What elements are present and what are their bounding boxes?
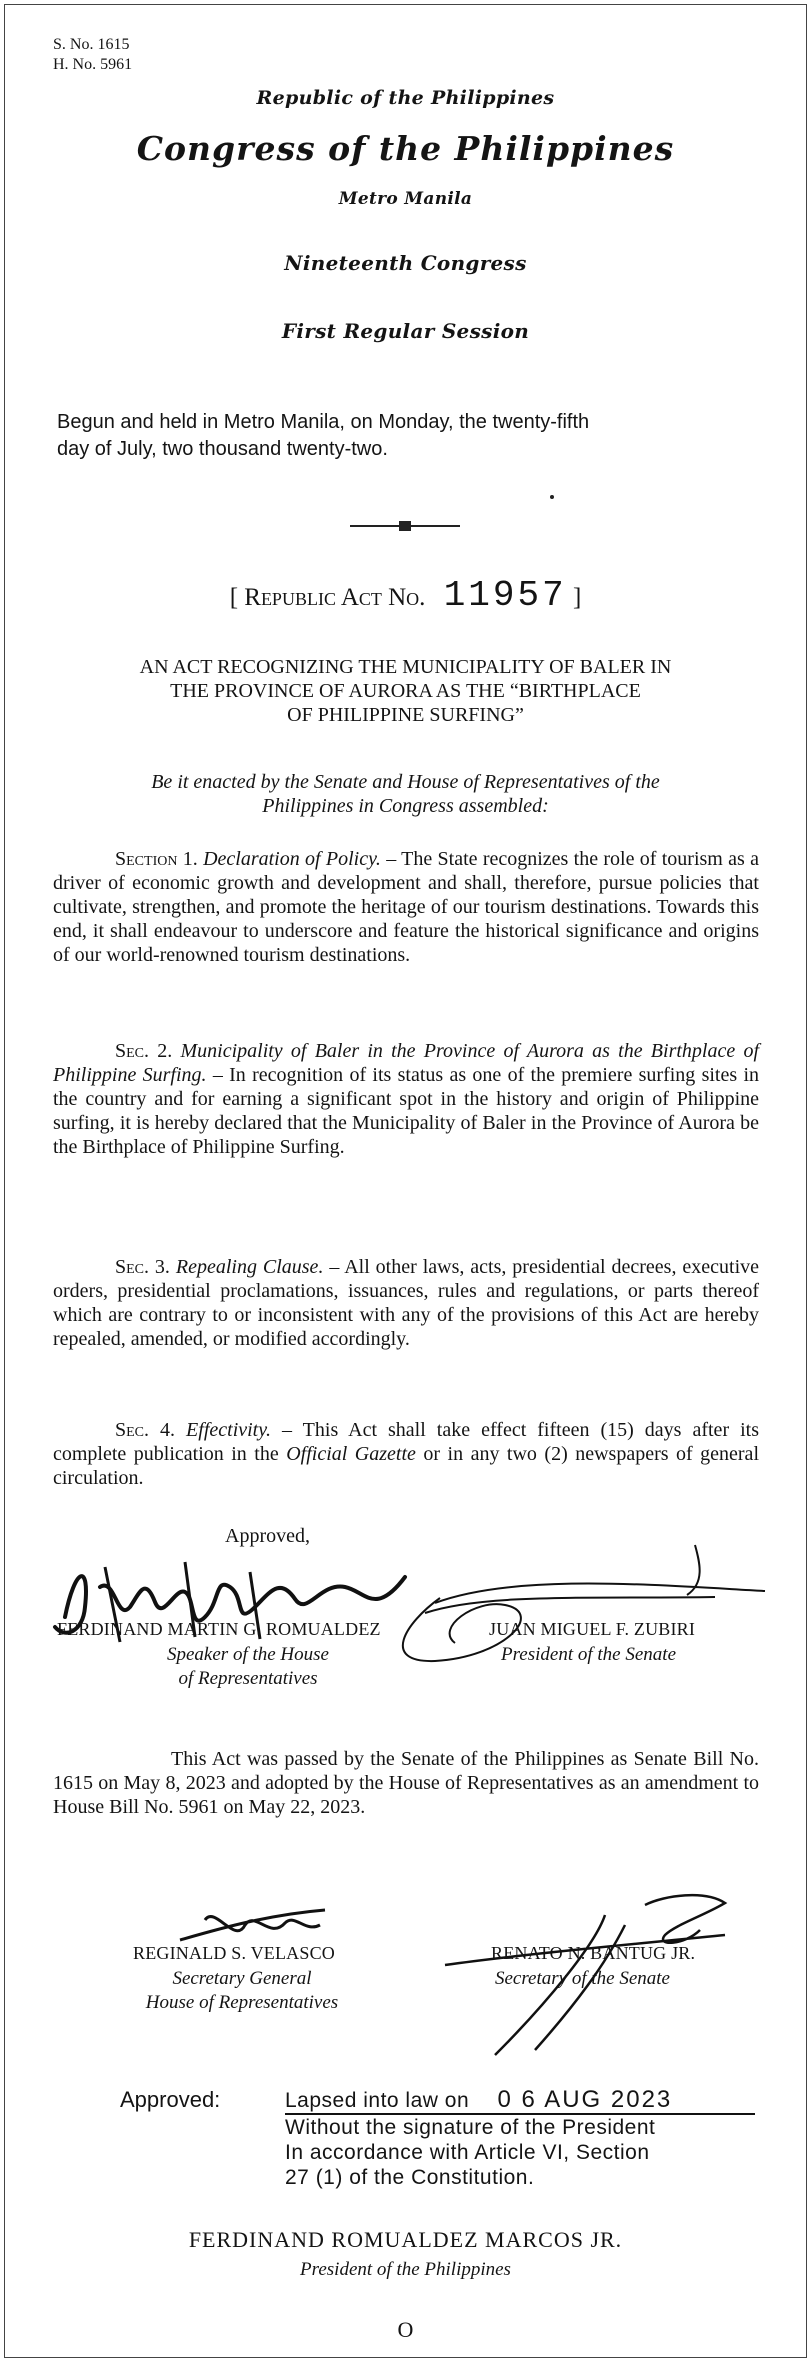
section-4-text-before: – This Act shall take effect fifteen (15) days after its complete publication in the — [53, 1419, 760, 1465]
republic-act-label: [ Republic Act No. — [229, 584, 426, 611]
section-1-heading: Declaration of Policy. — [203, 848, 381, 870]
final-approved-label: Approved: — [120, 2087, 221, 2112]
section-3 — [53, 1255, 759, 1351]
stamp-date: 0 6 AUG 2023 — [497, 2086, 673, 2113]
speaker-title — [113, 1643, 383, 1691]
footer-mark: O — [397, 2317, 414, 2342]
section-1-text: – The State recognizes the role of tourism as a driver of economic growth and development and shall, therefore, pursue policies that cultivate, strengthen, and promote the heritage of our tourism destinations. Towards this end, it shall endeavour to underscore and feature the historical significance and origins of our world-renowned tourism destinations. — [53, 848, 760, 966]
divider-ornament — [350, 519, 460, 533]
secretary-general-name: REGINALD S. VELASCO — [133, 1943, 335, 1963]
section-2-text: – In recognition of its status as one of the premiere surfing sites in the country and for earning a significant spot in the history and origin of Philippine surfing, it is hereby declared that the Municipality of Baler in the Province of Aurora be the Birthplace of Philippine Surfing. — [53, 1064, 759, 1158]
act-title — [5, 655, 806, 727]
section-4-heading: Effectivity. — [186, 1419, 272, 1441]
secretary-general-title-line-2: House of Representatives — [145, 1992, 339, 2013]
senate-bill-number: S. No. 1615 — [53, 36, 130, 53]
section-3-heading: Repealing Clause. — [175, 1256, 324, 1278]
section-4 — [53, 1418, 759, 1490]
president-title: President of the Philippines — [300, 2259, 511, 2280]
section-2-heading: Municipality of Baler in the Province of Aurora as the Birthplace of Philippine Surfing. — [53, 1040, 760, 1086]
begun-line-2: day of July, two thousand twenty-two. — [57, 438, 388, 460]
enacting-clause-line-1: Be it enacted by the Senate and House of Representatives of the — [151, 771, 660, 793]
bill-numbers — [53, 35, 132, 75]
section-3-label: Sec. 3. — [115, 1256, 170, 1278]
section-1 — [53, 847, 759, 967]
act-title-line-2: THE PROVINCE OF AURORA AS THE “BIRTHPLACE — [170, 680, 641, 702]
senate-secretary-name: RENATO N. BANTUG JR. — [491, 1943, 696, 1963]
speaker-name: FERDINAND MARTIN G. ROMUALDEZ — [57, 1619, 381, 1639]
stamp-prefix: Lapsed into law on — [285, 2089, 470, 2112]
act-title-line-3: OF PHILIPPINE SURFING” — [287, 704, 524, 726]
approved-label: Approved, — [225, 1525, 310, 1547]
republic-act-bracket: ] — [572, 584, 582, 611]
location-heading: Metro Manila — [338, 189, 473, 209]
speaker-title-line-2: of Representatives — [178, 1668, 318, 1689]
stamp-line-4: 27 (1) of the Constitution. — [285, 2166, 535, 2189]
republic-act-number-line — [5, 575, 806, 616]
section-4-official-gazette: Official Gazette — [286, 1443, 416, 1465]
senate-president-title: President of the Senate — [501, 1644, 676, 1665]
document-page — [4, 4, 807, 2358]
secretary-general-title — [97, 1967, 387, 2015]
passage-note-text: This Act was passed by the Senate of the Philippines as Senate Bill No. 1615 on May 8, 2023 and adopted by the House of Representatives as an amendment to House Bill No. 5961 on May 22, 2023. — [53, 1748, 759, 1818]
stamp-line-3: In accordance with Article VI, Section — [285, 2141, 650, 2164]
session-heading: First Regular Session — [281, 319, 530, 343]
enacting-clause — [5, 770, 806, 818]
ink-speck — [550, 495, 554, 499]
begun-line-1: Begun and held in Metro Manila, on Monday, the twenty-fifth — [57, 411, 590, 433]
begun-statement — [57, 409, 777, 463]
republic-heading: Republic of the Philippines — [256, 87, 555, 109]
republic-act-number: 11957 — [443, 575, 567, 616]
section-4-text-after: or in any two (2) newspapers of general circulation. — [53, 1443, 759, 1489]
section-2 — [53, 1039, 759, 1159]
congress-heading: Congress of the Philippines — [136, 129, 675, 168]
president-name: FERDINAND ROMUALDEZ MARCOS JR. — [188, 2227, 623, 2252]
enacting-clause-line-2: Philippines in Congress assembled: — [262, 795, 549, 817]
senate-president-name: JUAN MIGUEL F. ZUBIRI — [489, 1619, 696, 1639]
stamp-line-1 — [285, 2087, 755, 2115]
senate-secretary-title: Secretary of the Senate — [495, 1968, 670, 1989]
lapsed-into-law-stamp — [285, 2087, 785, 2190]
section-2-label: Sec. 2. — [115, 1040, 173, 1062]
house-bill-number: H. No. 5961 — [53, 56, 133, 73]
section-3-text: – All other laws, acts, presidential decrees, executive orders, presidential proclamations, issuances, rules and regulations, or parts thereof which are contrary to or inconsistent with any of the provisions of this Act are hereby repealed, amended, or modified accordingly. — [53, 1256, 760, 1350]
section-4-label: Sec. 4. — [115, 1419, 176, 1441]
speaker-title-line-1: Speaker of the House — [167, 1644, 329, 1665]
congress-number-heading: Nineteenth Congress — [284, 251, 527, 275]
stamp-line-2: Without the signature of the President — [285, 2116, 656, 2139]
act-title-line-1: AN ACT RECOGNIZING THE MUNICIPALITY OF BALER IN — [139, 656, 672, 678]
section-1-label: Section 1. — [115, 848, 198, 870]
passage-note — [53, 1747, 759, 1819]
secretary-general-title-line-1: Secretary General — [172, 1968, 312, 1989]
